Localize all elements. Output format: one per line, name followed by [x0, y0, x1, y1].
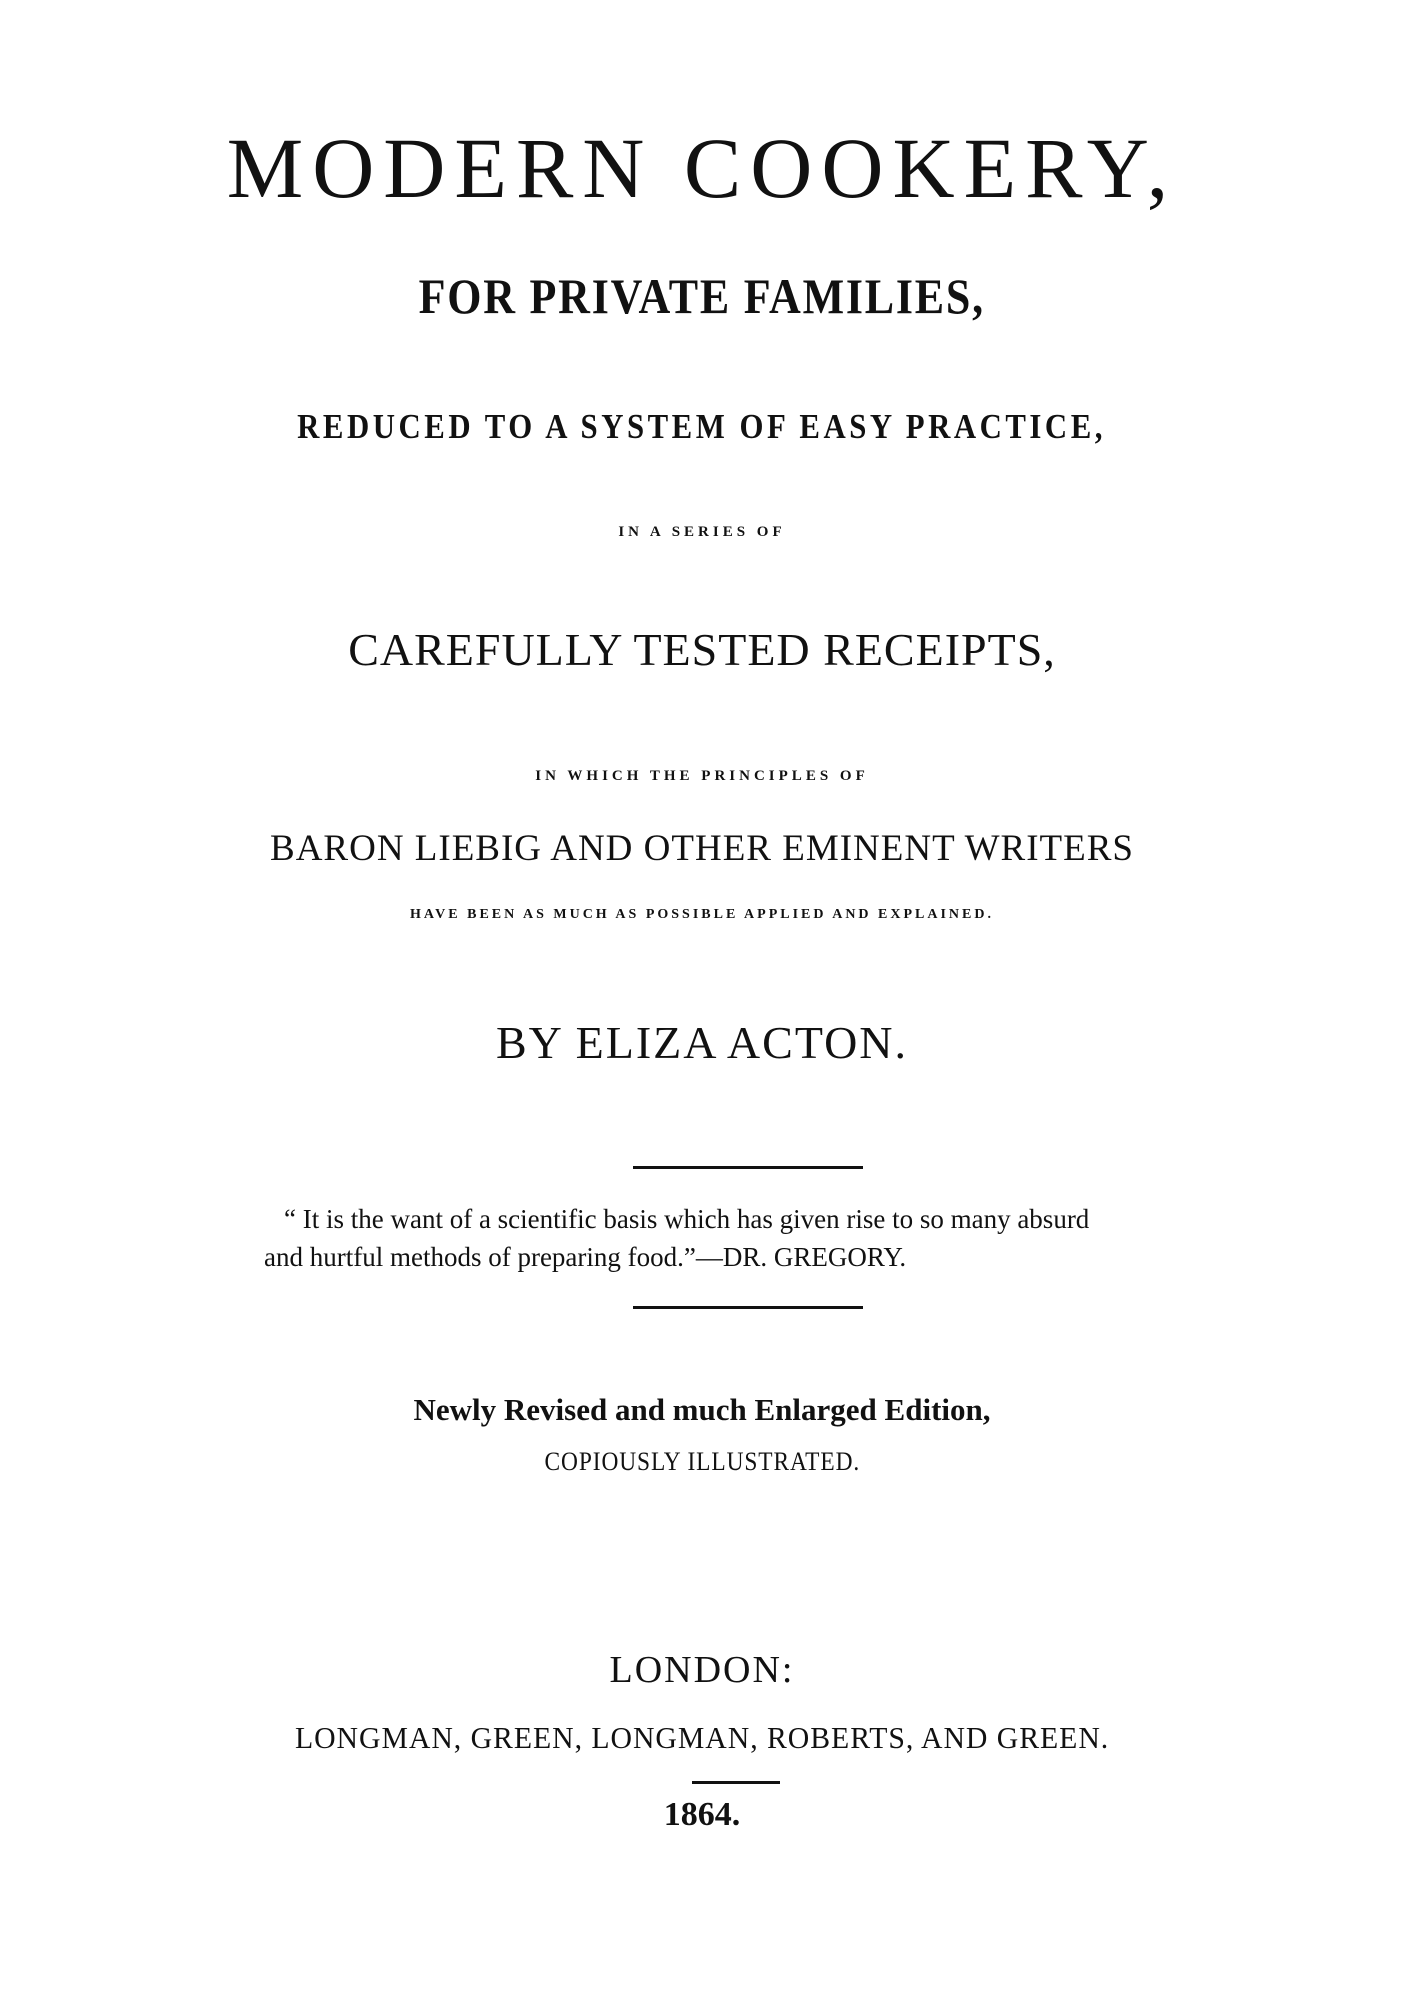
divider-bottom	[633, 1306, 863, 1309]
epigraph	[264, 1200, 1194, 1276]
receipts-line	[0, 622, 1404, 678]
book-title	[0, 118, 1404, 218]
year-line-text: 1864.	[663, 1796, 741, 1833]
book-title-text: MODERN COOKERY,	[226, 120, 1178, 216]
reduced-line	[0, 405, 1404, 449]
illustrated-line	[0, 1445, 1404, 1479]
publisher-line-text: LONGMAN, GREEN, LONGMAN, ROBERTS, AND GREEN.	[294, 1720, 1110, 1755]
applied-line	[0, 906, 1404, 924]
principles-intro-text: IN WHICH THE PRINCIPLES OF	[535, 768, 869, 784]
illustrated-line-text: COPIOUSLY ILLUSTRATED.	[544, 1447, 860, 1476]
series-intro	[0, 522, 1404, 542]
reduced-line-text: REDUCED TO A SYSTEM OF EASY PRACTICE,	[297, 407, 1107, 446]
place-line	[0, 1647, 1404, 1693]
epigraph-line-1: “ It is the want of a scientific basis which has given rise to so many absurd	[284, 1204, 1090, 1234]
receipts-line-text: CAREFULLY TESTED RECEIPTS,	[348, 624, 1056, 675]
principles-intro	[0, 766, 1404, 786]
divider-year	[692, 1781, 780, 1784]
epigraph-line-2: and hurtful methods of preparing food.”—DR. GREGORY.	[264, 1242, 907, 1272]
edition-line-text: Newly Revised and much Enlarged Edition,	[413, 1392, 991, 1427]
divider-top	[633, 1166, 863, 1169]
series-intro-text: IN A SERIES OF	[618, 524, 786, 540]
book-subtitle-text: FOR PRIVATE FAMILIES,	[418, 268, 986, 324]
applied-line-text: HAVE BEEN AS MUCH AS POSSIBLE APPLIED AND EXPLAINED.	[409, 907, 994, 922]
book-subtitle	[0, 266, 1404, 326]
writers-line-text: BARON LIEBIG AND OTHER EMINENT WRITERS	[270, 828, 1134, 869]
author-line-text: BY ELIZA ACTON.	[495, 1017, 909, 1068]
writers-line	[0, 826, 1404, 872]
place-line-text: LONDON:	[609, 1649, 795, 1691]
edition-line	[0, 1390, 1404, 1430]
publisher-line	[0, 1718, 1404, 1758]
author-line	[0, 1015, 1404, 1071]
year-line	[0, 1794, 1404, 1836]
